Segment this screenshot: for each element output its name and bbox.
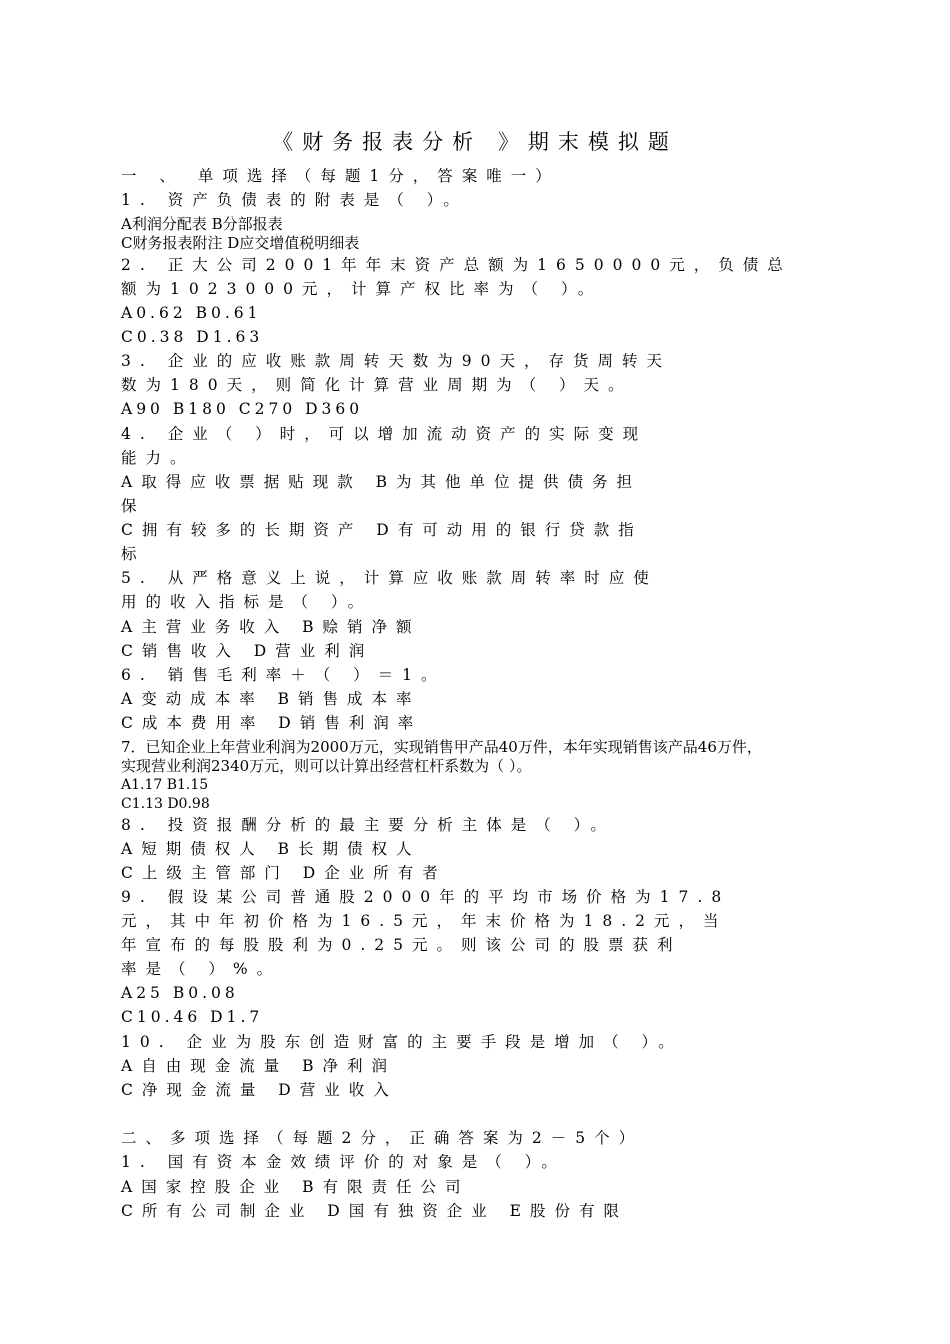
option-line: A0.62 B0.61 bbox=[121, 304, 262, 322]
question-line: 8. 投资报酬分析的最主要分析主体是（ ）。 bbox=[121, 816, 615, 834]
option-line: C财务报表附注 D应交增值税明细表 bbox=[121, 234, 360, 252]
question-line: 1. 资产负债表的附表是（ ）。 bbox=[121, 191, 468, 209]
option-line: A国家控股企业 B有限责任公司 bbox=[121, 1178, 470, 1196]
option-line: A1.17 B1.15 bbox=[121, 777, 209, 793]
question-line: 实现营业利润2340万元，则可以计算出经营杠杆系数为（ ）。 bbox=[121, 757, 532, 775]
option-line: A主营业务收入 B赊销净额 bbox=[121, 618, 421, 636]
question-line: 2. 正大公司2001年年末资产总额为1650000元，负债总 bbox=[121, 256, 792, 274]
option-line: A短期债权人 B长期债权人 bbox=[121, 840, 421, 858]
option-line: A25 B0.08 bbox=[121, 984, 239, 1002]
question-line: 7．已知企业上年营业利润为2000万元，实现销售甲产品40万件，本年实现销售该产品46万件， bbox=[121, 738, 762, 756]
option-line: C所有公司制企业 D国有独资企业 E股份有限 bbox=[121, 1202, 628, 1220]
option-line: C0.38 D1.63 bbox=[121, 328, 264, 346]
option-line: C上级主管部门 D企业所有者 bbox=[121, 864, 447, 882]
question-line: 1. 国有资本金效绩评价的对象是（ ）。 bbox=[121, 1153, 566, 1171]
section-heading-single-choice: 一 、 单项选择（每题1分，答案唯一） bbox=[121, 167, 560, 185]
question-line: 10. 企业为股东创造财富的主要手段是增加（ ）。 bbox=[121, 1033, 683, 1051]
option-line: C10.46 D1.7 bbox=[121, 1008, 264, 1026]
question-line: 用的收入指标是（ ）。 bbox=[121, 593, 373, 611]
question-line: 5. 从严格意义上说，计算应收账款周转率时应使 bbox=[121, 569, 658, 587]
question-line: 数为180天，则简化计算营业周期为（ ）天。 bbox=[121, 376, 633, 394]
question-line: 元，其中年初价格为16.5元，年末价格为18.2元，当 bbox=[121, 912, 728, 930]
option-line: A变动成本率 B销售成本率 bbox=[121, 690, 421, 708]
question-line: 6. 销售毛利率＋（ ）＝1。 bbox=[121, 666, 446, 684]
option-line: 标 bbox=[121, 545, 146, 563]
option-line: A利润分配表 B分部报表 bbox=[121, 215, 283, 233]
section-heading-multiple-choice: 二、多项选择（每题2分，正确答案为2－5个） bbox=[121, 1129, 644, 1147]
option-line: C1.13 D0.98 bbox=[121, 796, 210, 812]
option-line: C成本费用率 D销售利润率 bbox=[121, 714, 423, 732]
option-line: A自由现金流量 B净利润 bbox=[121, 1057, 397, 1075]
question-line: 率是（ ）%。 bbox=[121, 960, 282, 978]
question-line: 9. 假设某公司普通股2000年的平均市场价格为17.8 bbox=[121, 888, 731, 906]
question-line: 年宣布的每股股利为0.25元。则该公司的股票获利 bbox=[121, 936, 682, 954]
question-line: 能力。 bbox=[121, 449, 195, 467]
option-line: C净现金流量 D营业收入 bbox=[121, 1081, 398, 1099]
option-line: C销售收入 D营业利润 bbox=[121, 642, 374, 660]
page-title: 《财务报表分析 》期末模拟题 bbox=[272, 130, 678, 154]
option-line: A取得应收票据贴现款 B为其他单位提供债务担 bbox=[121, 473, 642, 491]
option-line: A90 B180 C270 D360 bbox=[121, 400, 364, 418]
question-line: 4. 企业（ ）时，可以增加流动资产的实际变现 bbox=[121, 425, 648, 443]
question-line: 3. 企业的应收账款周转天数为90天，存货周转天 bbox=[121, 352, 671, 370]
question-line: 额为1023000元，计算产权比率为（ ）。 bbox=[121, 280, 603, 298]
option-line: 保 bbox=[121, 497, 146, 515]
option-line: C拥有较多的长期资产 D有可动用的银行贷款指 bbox=[121, 521, 643, 539]
